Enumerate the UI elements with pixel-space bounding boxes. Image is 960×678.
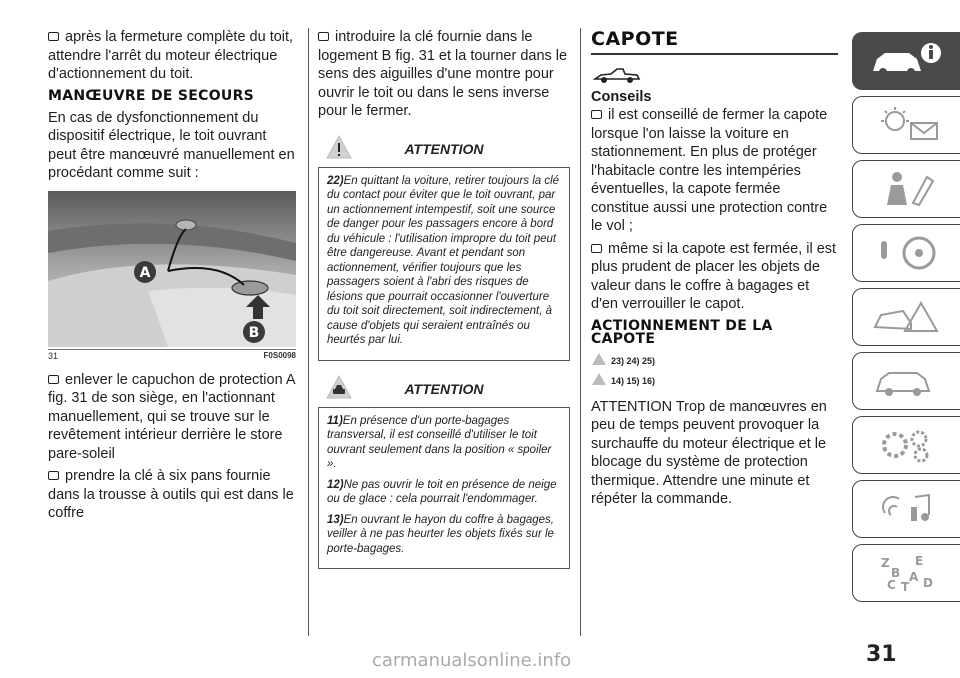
bullet-icon [591,110,602,119]
convertible-car-icon [593,63,641,85]
bullet-icon [48,471,59,480]
gears-icon [867,425,947,465]
warning-title: ATTENTION [404,380,484,397]
description-paragraph: En cas de dysfonctionnement du dispositif électrique, le toit ouvrant peut être manœuvré manuellement en procédant comme suit : [48,109,295,181]
tab-safety[interactable] [852,160,960,218]
column-divider-2 [580,28,581,636]
intro-paragraph: après la fermeture complète du toit, attendre l'arrêt du moteur électrique d'actionnement du toit. [48,29,294,82]
warning-light-icon [867,105,947,145]
figure-label-b: B [248,324,260,341]
warning-11: 11)En présence d'un porte-bagages transversal, il est conseillé d'utiliser le toit ouvrant seulement dans la position « spoiler ». [327,414,552,470]
tab-warning-lights[interactable] [852,96,960,154]
tab-driving[interactable] [852,224,960,282]
caution-refs: 14) 15) 16) [591,372,838,386]
tab-maintenance[interactable] [852,352,960,410]
column-2 [318,28,570,577]
column-3 [591,28,838,513]
figure-number: 31 [48,350,59,361]
car-info-icon [867,41,947,81]
svg-text:T: T [900,580,909,593]
warning-triangle-icon [591,352,607,366]
figure-31 [48,191,296,361]
bullet-icon [48,375,59,384]
page-number: 31 [866,642,897,667]
warning-refs: 23) 24) 25) [591,352,838,366]
tips-subheading: Conseils [591,89,652,105]
warning-12: 12)Ne pas ouvrir le toit en présence de neige ou de glace : cela pourrait l'endommager. [327,478,557,505]
step-2: prendre la clé à six pans fournie dans la trousse à outils qui est dans le coffre [48,468,294,521]
crash-icon [867,297,947,337]
svg-text:Z: Z [880,556,890,570]
warning-box-2 [318,371,570,570]
car-service-icon [867,361,947,401]
step-1: enlever le capuchon de protection A fig. 31 de son siège, en l'actionnant manuellement, qui se trouve sur le revêtement intérieur derrière le store pare-soleil [48,371,295,462]
overheat-note: ATTENTION Trop de manœuvres en peu de temps peuvent provoquer la surchauffe du moteur électrique et le blocage du système de protection thermique. Attendre une minute et répéter la commande. [591,398,827,507]
figure-caption [48,349,296,361]
warning-13: 13)En ouvrant le hayon du coffre à bagages, veiller à ne pas heurter les objets fixés sur le porte-bagages. [327,513,554,555]
figure-label-a: A [139,264,151,281]
caution-car-icon [591,372,607,386]
warning-title: ATTENTION [404,140,484,157]
bullet-icon [48,32,59,41]
bullet-icon [318,32,329,41]
heading-rule [591,53,838,55]
warning-box-1 [318,131,570,361]
step-3: introduire la clé fournie dans le logement B fig. 31 et la tourner dans le sens des aiguilles d'une montre pour ouvrir le toit ou dans le sens inverse pour le fermer. [318,29,568,119]
multimedia-icon [867,489,947,529]
bullet-icon [591,244,602,253]
alphabet-index-icon [867,553,947,593]
tip-1: il est conseillé de fermer la capote lorsque l'on laisse la voiture en stationnement. En plus de protéger l'habitacle contre les intempéries éventuelles, la capote fermée constitue aussi une protection contre le vol ; [591,107,828,234]
steering-wheel-icon [867,233,947,273]
tab-emergency[interactable] [852,288,960,346]
tip-2: même si la capote est fermée, il est plus prudent de placer les objets de valeur dans le coffre à bagages et d'en verrouiller le capot. [591,240,837,312]
warning-22: 22)En quittant la voiture, retirer toujours la clé du contact pour éviter que le toit ouvrant, par un actionnement intempestif, soit une source de danger pour les passagers encore à bord du véhicule : l'utilisation impropre du toit peut être dangereuse. Avant et pendant son actionnement, vérifier toujours que les passagers soient à l'abri des risques de lésions que pourrait occasionner l'ouverture du toit soit directement, soit indirectement, à cause d'objets qui seraient entraînés ou heurtés par lui. [327,174,560,346]
seatbelt-airbag-icon [867,169,947,209]
tab-car-info[interactable] [852,32,960,90]
column-divider-1 [308,28,309,636]
figure-code: F0S0098 [263,350,296,360]
svg-text:E: E [914,554,923,568]
roof-interior-illustration [48,191,296,347]
section-heading-actionnement: ACTIONNEMENT DE LA CAPOTE [591,317,773,347]
tab-multimedia[interactable] [852,480,960,538]
svg-text:C: C [886,578,896,592]
watermark: carmanualsonline.info [372,650,572,671]
tab-index[interactable] [852,544,960,602]
section-heading-secours: MANŒUVRE DE SECOURS [48,87,255,104]
svg-text:A: A [908,570,918,584]
tab-technical-data[interactable] [852,416,960,474]
column-1 [48,28,296,527]
svg-text:B: B [890,566,900,580]
svg-text:D: D [922,576,933,590]
chapter-tabs [852,32,960,608]
section-heading-capote: CAPOTE [591,28,679,50]
